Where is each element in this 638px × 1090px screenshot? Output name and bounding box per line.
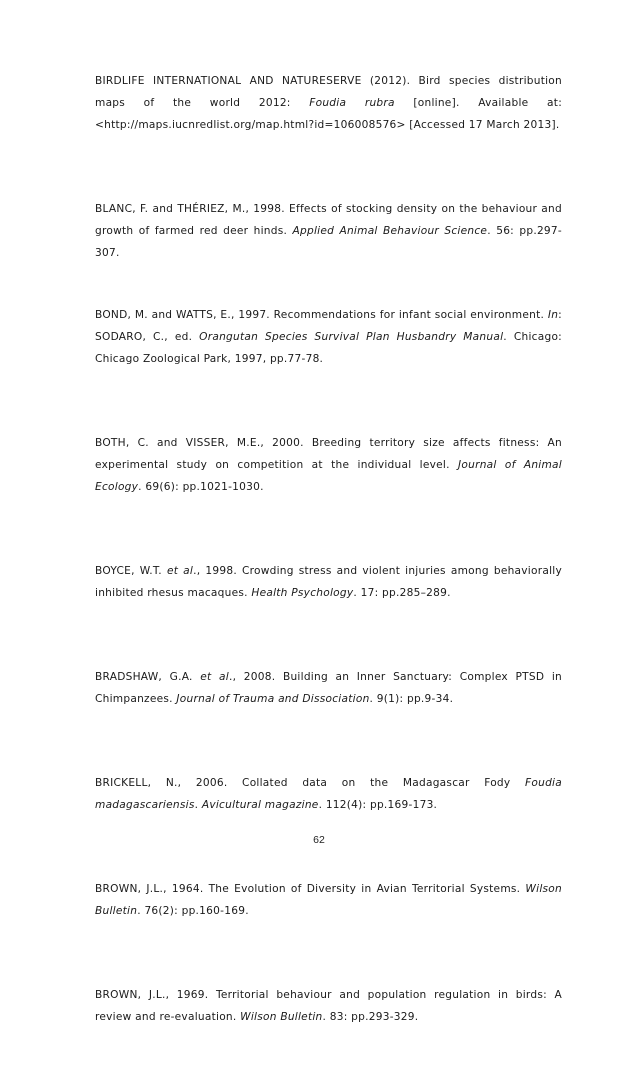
reference-text: : SODARO, C., ed. [95,309,562,343]
reference-text: . 112(4): pp.169-173. [318,799,438,811]
reference-italic-text: Foudia madagascariensis [95,777,562,811]
reference-text: ., 2008. Building an Inner Sanctuary: Complex PTSD in Chimpanzees. [95,671,562,705]
reference-entry [95,198,562,259]
reference-entry [95,304,562,370]
reference-text: BOND, M. and WATTS, E., 1997. Recommendations for infant social environment. [95,309,548,321]
reference-entry [95,70,562,136]
reference-text: BOTH, C. and VISSER, M.E., 2000. Breeding territory size affects fitness: An experimental study on competition at the individual level. [95,437,562,471]
reference-text: . [194,799,202,811]
reference-italic-text: Journal of Trauma and Dissociation [176,693,370,705]
reference-text: [online]. Available at: <http://maps.iucnredlist.org/map.html?id=106008576> [Accessed 17 March 2013]. [95,97,563,131]
reference-italic-text: Wilson Bulletin [240,1011,323,1023]
reference-text: . Chicago: Chicago Zoological Park, 1997, pp.77-78. [95,331,562,365]
reference-text: . 17: pp.285–289. [353,587,451,599]
reference-text: BOYCE, W.T. [95,565,167,577]
reference-entry [95,560,562,604]
reference-text: BROWN, J.L., 1969. Territorial behaviour and population regulation in birds: A review and re-evaluation. [95,989,562,1023]
reference-entry [95,878,562,922]
reference-text: . 76(2): pp.160-169. [137,905,249,917]
reference-entry [95,984,562,1028]
reference-text: BLANC, F. and THÉRIEZ, M., 1998. Effects of stocking density on the behaviour and growth of farmed red deer hinds. [95,203,562,237]
reference-text: BIRDLIFE INTERNATIONAL AND NATURESERVE (2012). Bird species distribution maps of the world 2012: [95,75,562,109]
reference-italic-text: Avicultural magazine [201,799,319,811]
reference-list [95,70,562,1090]
page-number: 62 [313,834,325,846]
reference-text: . 69(6): pp.1021-1030. [138,481,264,493]
reference-entry [95,666,562,710]
reference-italic-text: Applied Animal Behaviour Science [292,225,488,237]
reference-text: BROWN, J.L., 1964. The Evolution of Diversity in Avian Territorial Systems. [95,883,526,895]
reference-italic-text: et al [200,671,229,683]
reference-italic-text: Wilson Bulletin [95,883,562,917]
reference-entry [95,432,562,498]
reference-text: . 83: pp.293-329. [322,1011,419,1023]
reference-italic-text: In [547,309,559,321]
reference-entry [95,772,562,816]
reference-italic-text: et al [166,565,194,577]
reference-text: . 56: pp.297-307. [95,225,562,259]
reference-italic-text: Health Psychology [251,587,354,599]
reference-italic-text: Foudia rubra [309,97,395,109]
reference-text: . 9(1): pp.9-34. [369,693,454,705]
reference-text: ., 1998. Crowding stress and violent injuries among behaviorally inhibited rhesus macaques. [95,565,562,599]
reference-text: BRADSHAW, G.A. [95,671,201,683]
reference-italic-text: Journal of Animal Ecology [95,459,562,493]
reference-italic-text: Orangutan Species Survival Plan Husbandry Manual [199,331,504,343]
reference-text: BRICKELL, N., 2006. Collated data on the Madagascar Fody [95,777,526,789]
